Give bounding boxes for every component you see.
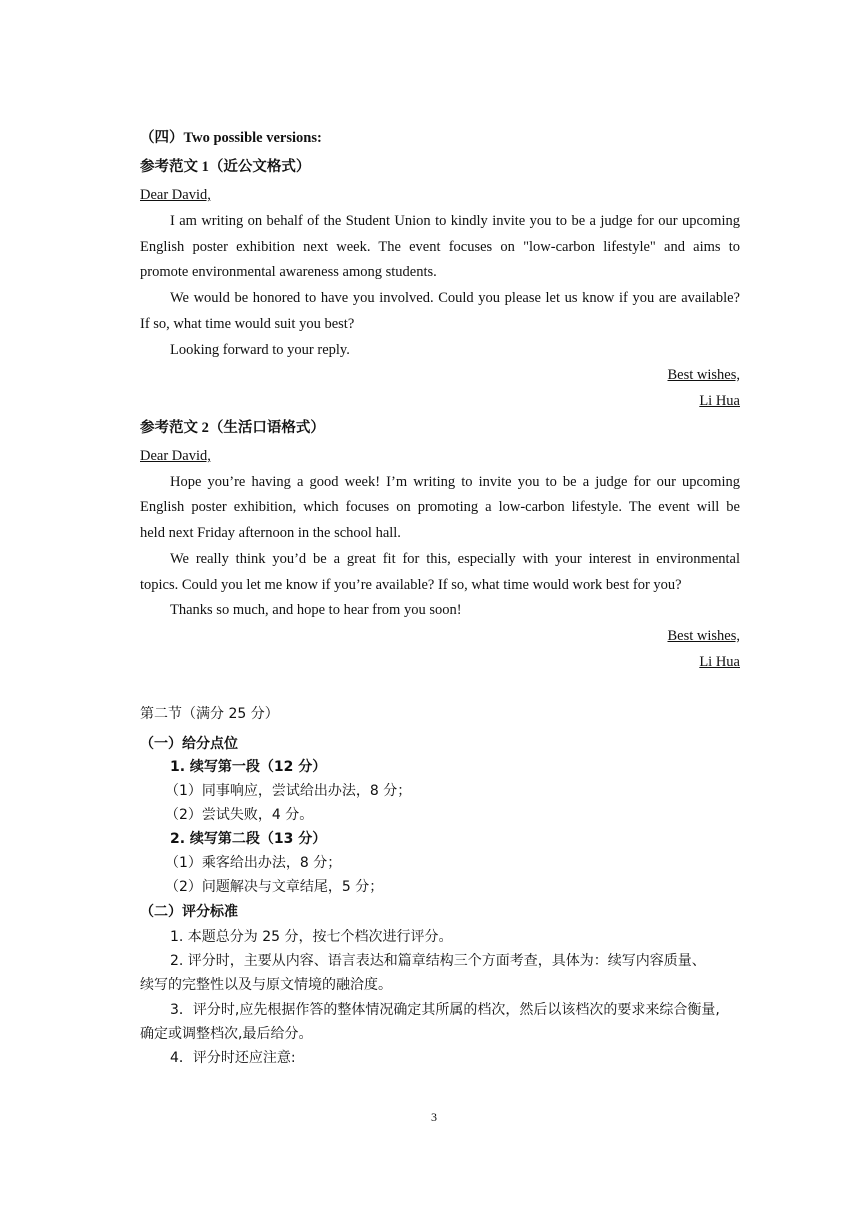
page-number: 3	[431, 1110, 437, 1124]
section-heading: （四）Two possible versions:	[140, 130, 322, 146]
version1-salutation: Dear David,	[140, 187, 211, 203]
version2-p2-line1: We really think you’d be a great fit for this, especially with your interest in environmental	[170, 551, 740, 567]
version2-p3: Thanks so much, and hope to hear from you soon!	[170, 602, 462, 618]
section2-heading: 第二节（满分 25 分）	[140, 706, 279, 722]
version2-title: 参考范文 2（生活口语格式）	[140, 420, 325, 436]
scoring-points-title: （一）给分点位	[140, 736, 238, 752]
part2-title: 2. 续写第二段（13 分）	[170, 831, 327, 847]
version1-signature: Li Hua	[699, 393, 740, 409]
version1-p1-line2: English poster exhibition next week. The event focuses on "low-carbon lifestyle" and aims to	[140, 239, 740, 255]
part2-item1: （1）乘客给出办法，8 分；	[165, 855, 342, 871]
criteria-4: 4．评分时还应注意:	[170, 1050, 296, 1066]
criteria-title: （二）评分标准	[140, 904, 238, 920]
criteria-3-line2: 确定或调整档次,最后给分。	[140, 1026, 313, 1042]
criteria-1: 1. 本题总分为 25 分，按七个档次进行评分。	[170, 929, 453, 945]
version2-signature: Li Hua	[699, 654, 740, 670]
version1-p3: Looking forward to your reply.	[170, 342, 350, 358]
part1-title: 1. 续写第一段（12 分）	[170, 759, 327, 775]
part1-item1: （1）同事响应，尝试给出办法，8 分；	[165, 783, 412, 799]
criteria-3-line1: 3．评分时,应先根据作答的整体情况确定其所属的档次，然后以该档次的要求来综合衡量,	[170, 1002, 720, 1018]
version2-p2-line2: topics. Could you let me know if you’re available? If so, what time would work best for you?	[140, 577, 682, 593]
version2-p1-line3: held next Friday afternoon in the school hall.	[140, 525, 401, 541]
version1-title: 参考范文 1（近公文格式）	[140, 159, 311, 175]
part1-item2: （2）尝试失败，4 分。	[165, 807, 314, 823]
version1-p1-line1: I am writing on behalf of the Student Union to kindly invite you to be a judge for our upcoming	[170, 213, 740, 229]
part2-item2: （2）问题解决与文章结尾，5 分；	[165, 879, 384, 895]
criteria-2-line1: 2. 评分时，主要从内容、语言表达和篇章结构三个方面考查，具体为：续写内容质量、	[170, 953, 706, 969]
version2-p1-line2: English poster exhibition, which focuses on promoting a low-carbon lifestyle. The event will be	[140, 499, 740, 515]
version1-p2-line2: If so, what time would suit you best?	[140, 316, 355, 332]
version1-p1-line3: promote environmental awareness among students.	[140, 264, 437, 280]
version2-salutation: Dear David,	[140, 448, 211, 464]
version2-closing: Best wishes,	[667, 628, 740, 644]
version2-p1-line1: Hope you’re having a good week! I’m writing to invite you to be a judge for our upcoming	[170, 474, 740, 490]
version1-closing: Best wishes,	[667, 367, 740, 383]
criteria-2-line2: 续写的完整性以及与原文情境的融洽度。	[140, 977, 392, 993]
version1-p2-line1: We would be honored to have you involved. Could you please let us know if you are available?	[170, 290, 740, 306]
